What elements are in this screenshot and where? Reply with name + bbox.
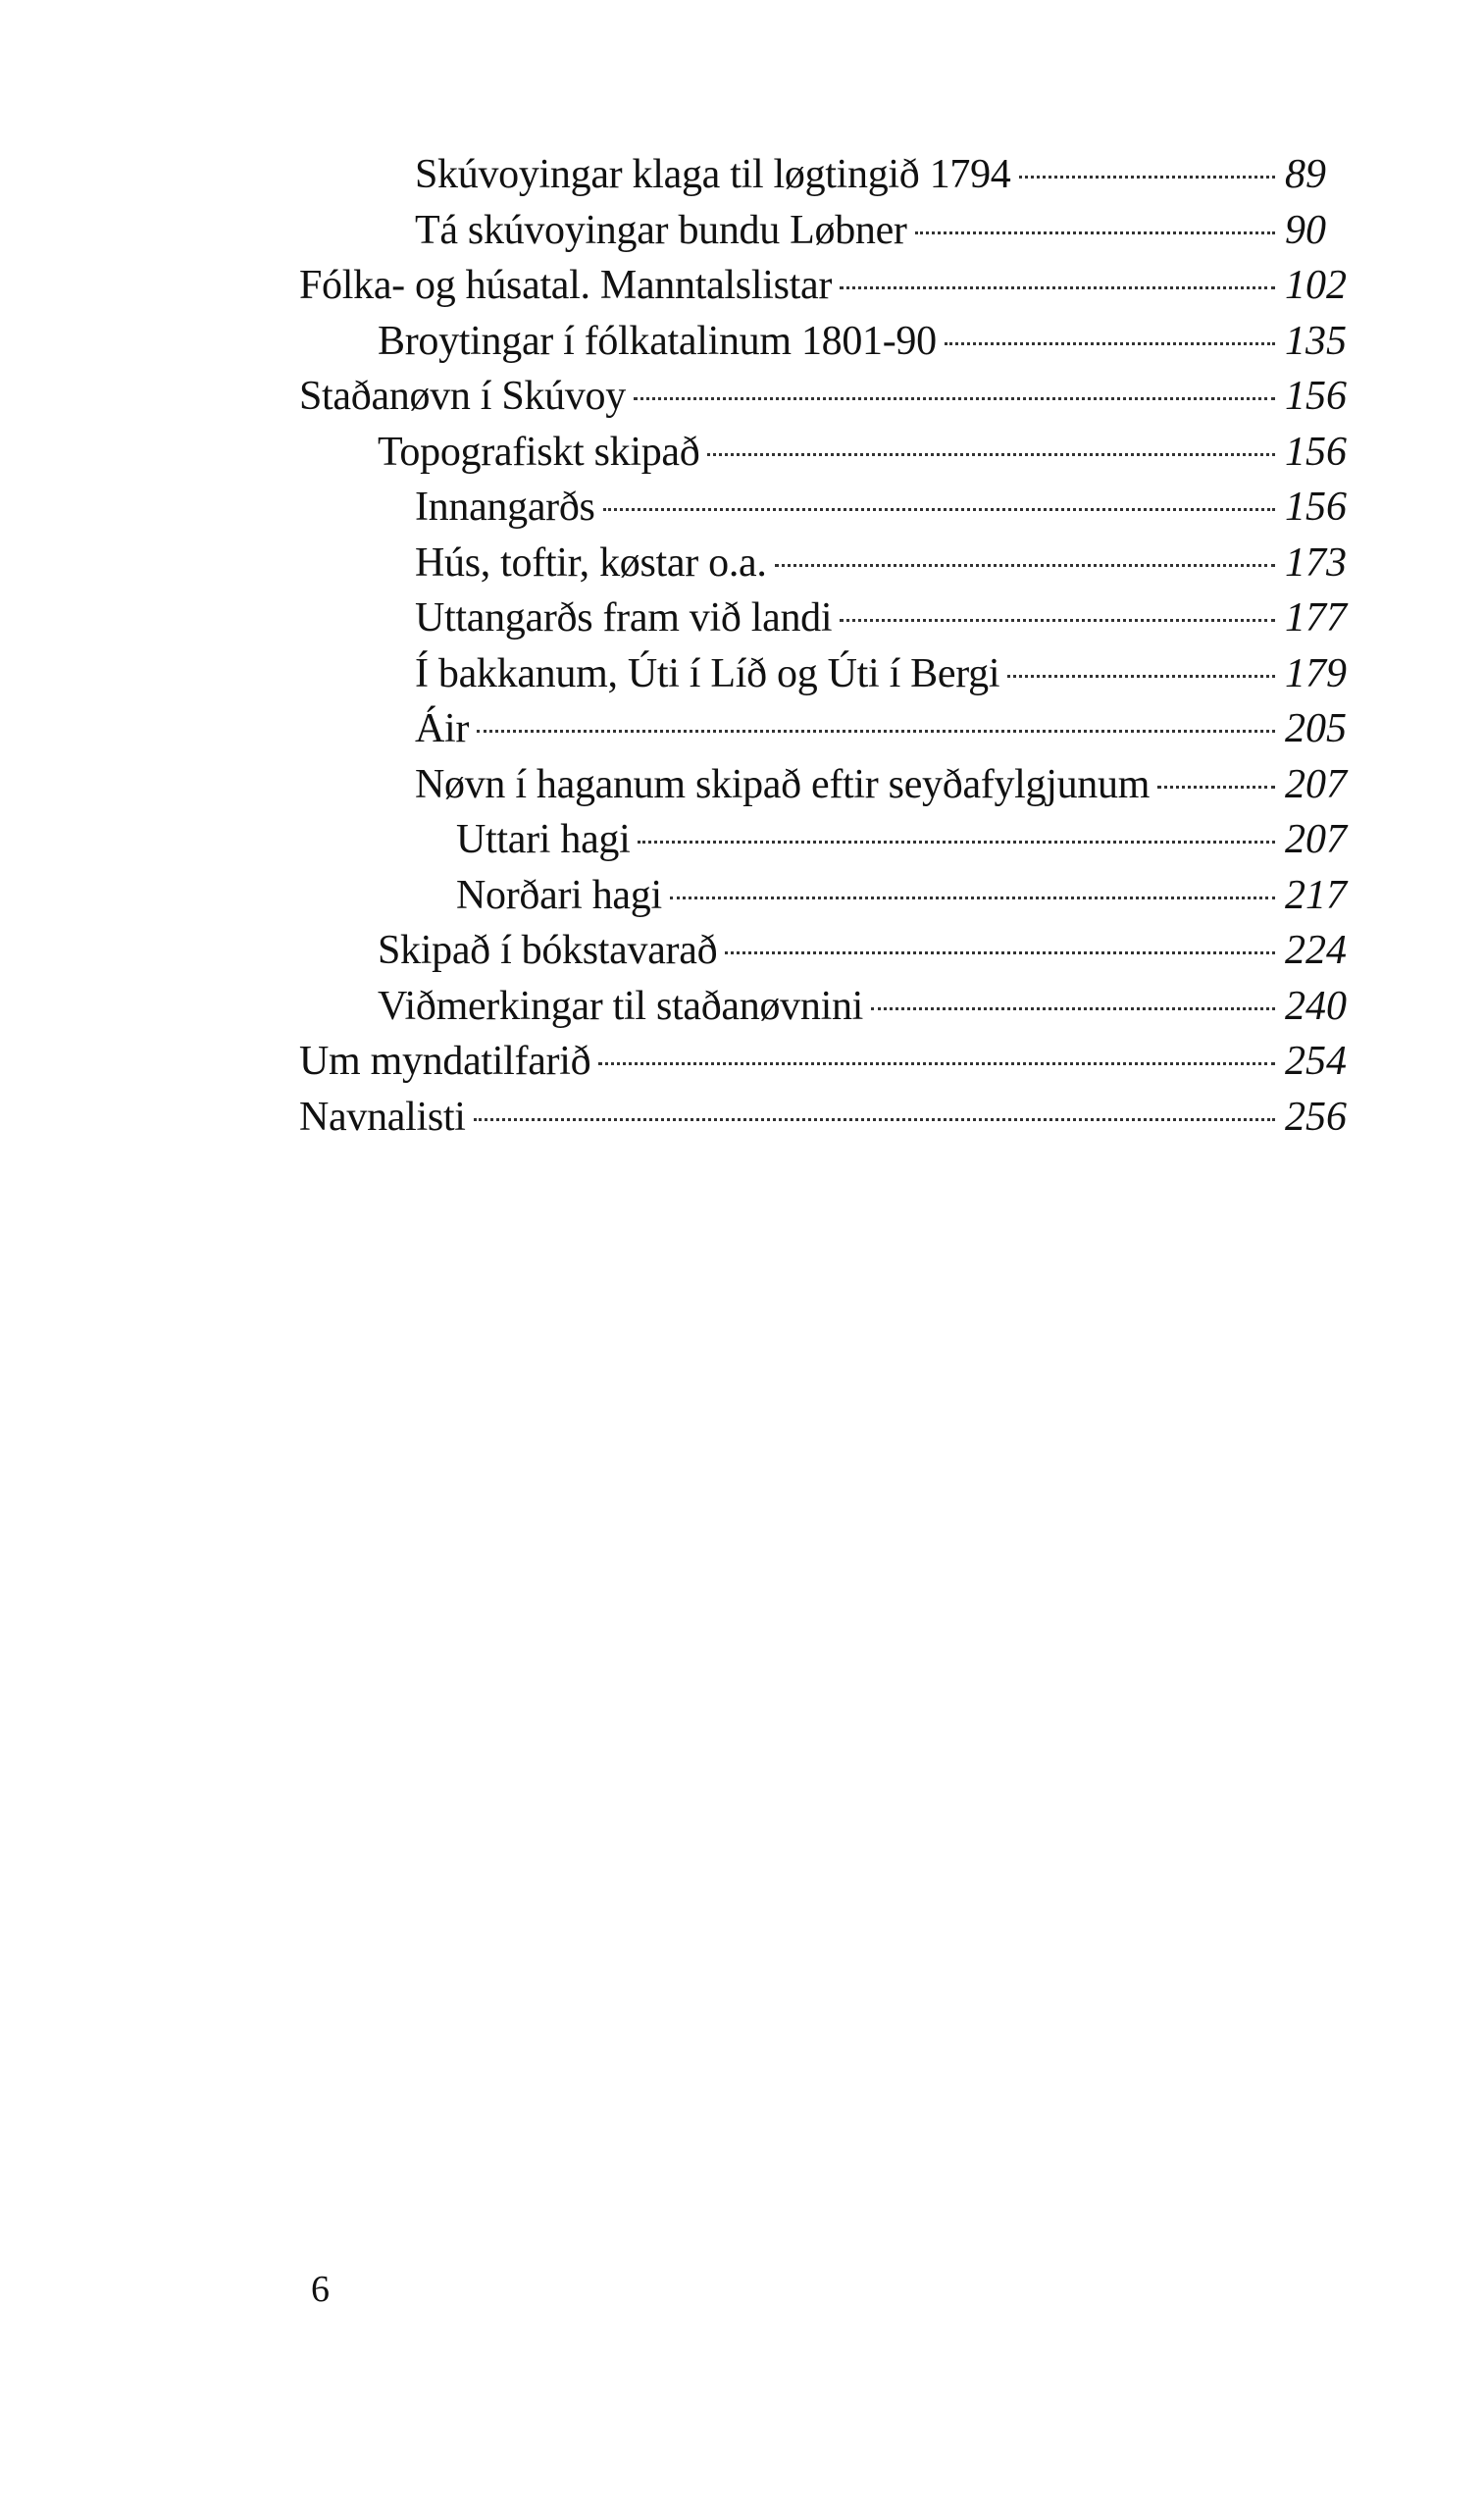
toc-dot-leader [775,564,1275,567]
toc-entry-page: 240 [1285,983,1347,1029]
toc-entry [299,590,1363,646]
toc-dot-leader [840,619,1275,622]
toc-entry [299,369,1363,425]
toc-entry-page: 217 [1285,872,1347,918]
toc-entry [299,757,1363,813]
toc-entry-title: Norðari hagi [456,872,662,918]
toc-entry-title: Hús, toftir, køstar o.a. [415,539,767,586]
toc-dot-leader [474,1118,1275,1121]
toc-entry-page: 207 [1285,817,1347,862]
toc-entry [299,203,1363,259]
toc-dot-leader [1019,176,1276,179]
toc-entry [299,314,1363,370]
toc-entry-page: 205 [1285,706,1347,751]
toc-entry-title: Áir [415,706,470,751]
toc-entry-title: Skipað í bókstavarað [378,928,718,973]
toc-entry [299,923,1363,979]
toc-entry-page: 135 [1285,318,1347,364]
toc-entry [299,701,1363,757]
toc-dot-leader [871,1007,1275,1010]
toc-entry [299,812,1363,868]
toc-entry-title: Uttari hagi [456,817,631,862]
table-of-contents [299,147,1363,1145]
toc-entry [299,868,1363,924]
toc-entry-title: Nøvn í haganum skipað eftir seyðafylgjunum [415,761,1151,807]
toc-dot-leader [1007,675,1275,678]
toc-entry-page: 90 [1285,207,1326,253]
toc-entry [299,258,1363,314]
toc-entry [299,425,1363,481]
toc-entry-title: Skúvoyingar klaga til løgtingið 1794 [415,152,1011,197]
page-number: 6 [311,2269,330,2310]
toc-entry-title: Viðmerkingar til staðanøvnini [378,983,864,1029]
toc-entry-page: 224 [1285,928,1347,973]
toc-entry [299,1090,1363,1146]
toc-entry-title: Staðanøvn í Skúvoy [299,374,626,419]
toc-dot-leader [598,1062,1275,1065]
toc-entry [299,536,1363,591]
toc-entry-page: 156 [1285,429,1347,475]
toc-entry-page: 256 [1285,1094,1347,1140]
toc-dot-leader [477,730,1275,733]
toc-dot-leader [945,342,1275,345]
toc-entry-title: Uttangarðs fram við landi [415,595,833,641]
toc-entry-page: 89 [1285,152,1326,197]
toc-entry-title: Innangarðs [415,485,595,530]
toc-dot-leader [603,508,1275,511]
toc-entry-title: Navnalisti [299,1094,466,1140]
toc-entry-title: Broytingar í fólkatalinum 1801-90 [378,318,937,364]
toc-dot-leader [725,951,1275,954]
toc-dot-leader [670,897,1275,899]
toc-dot-leader [638,841,1275,844]
toc-entry [299,646,1363,702]
toc-entry [299,1034,1363,1090]
toc-entry-page: 173 [1285,539,1347,586]
toc-entry-page: 102 [1285,263,1347,308]
toc-dot-leader [1157,786,1275,789]
toc-entry-page: 156 [1285,485,1347,530]
toc-entry-title: Í bakkanum, Úti í Líð og Úti í Bergi [415,650,1000,696]
toc-entry [299,480,1363,536]
toc-dot-leader [634,397,1275,400]
toc-entry-title: Topografiskt skipað [378,429,700,475]
toc-entry-page: 179 [1285,650,1347,696]
toc-entry-title: Fólka- og húsatal. Manntalslistar [299,263,833,308]
toc-entry-page: 207 [1285,761,1347,807]
toc-entry-page: 254 [1285,1039,1347,1084]
toc-entry-title: Tá skúvoyingar bundu Løbner [415,207,907,253]
toc-entry [299,979,1363,1035]
toc-dot-leader [915,231,1275,234]
toc-entry-title: Um myndatilfarið [299,1039,591,1084]
toc-entry-page: 156 [1285,374,1347,419]
toc-dot-leader [840,286,1275,289]
toc-dot-leader [707,453,1275,456]
toc-entry-page: 177 [1285,595,1347,641]
toc-entry [299,147,1363,203]
